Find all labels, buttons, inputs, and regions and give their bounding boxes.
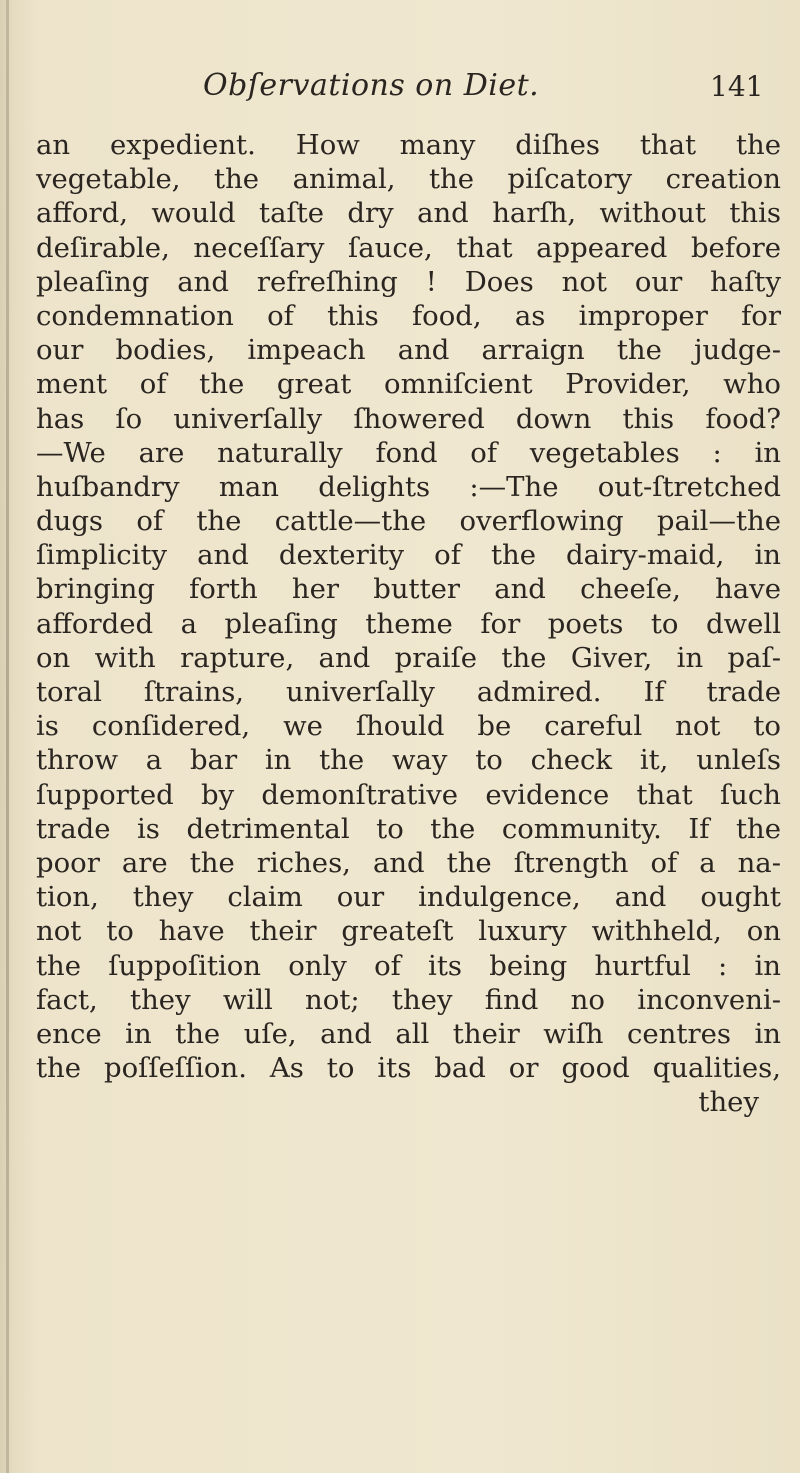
- text-line: the poſſeſſion. As to its bad or good qualities,: [36, 1052, 781, 1085]
- text-line: trade is detrimental to the community. If the: [36, 812, 781, 845]
- text-line: the ſuppoſition only of its being hurtful : in: [36, 949, 781, 982]
- text-line: not to have their greateſt luxury withheld, on: [36, 915, 781, 948]
- text-line: ence in the uſe, and all their wiſh centres in: [36, 1017, 781, 1050]
- text-line: throw a bar in the way to check it, unleſs: [36, 744, 781, 777]
- page-number: 141: [710, 70, 764, 103]
- text-line: fact, they will not; they find no inconveni-: [36, 983, 781, 1016]
- text-line: afford, would taſte dry and harſh, without this: [36, 197, 781, 230]
- text-line: —We are naturally fond of vegetables : in: [36, 436, 781, 469]
- text-line: an expedient. How many diſhes that the: [36, 129, 781, 161]
- text-line: dugs of the cattle—the overflowing pail—the: [36, 505, 781, 538]
- text-line: tion, they claim our indulgence, and ought: [36, 881, 781, 914]
- text-line: afforded a pleaſing theme for poets to dwell: [36, 607, 781, 640]
- text-line: condemnation of this food, as improper for: [36, 299, 781, 332]
- body-text: [36, 128, 781, 1119]
- text-line: pleaſing and refreſhing ! Does not our haſty: [36, 265, 781, 298]
- text-line: poor are the riches, and the ſtrength of a na-: [36, 846, 781, 879]
- text-line: toral ſtrains, univerſally admired. If trade: [36, 676, 781, 708]
- text-line: deſirable, neceſſary ſauce, that appeared before: [36, 231, 781, 264]
- catchword: they: [698, 1086, 759, 1119]
- text-line: on with rapture, and praiſe the Giver, in paſ-: [36, 641, 781, 674]
- text-line: has ſo univerſally ſhowered down this food?: [36, 402, 781, 435]
- text-line: huſbandry man delights :—The out-ſtretched: [36, 470, 781, 503]
- text-line: vegetable, the animal, the piſcatory creation: [36, 163, 781, 196]
- text-line: bringing forth her butter and cheeſe, have: [36, 573, 781, 606]
- text-line: ment of the great omniſcient Provider, who: [36, 368, 781, 401]
- text-line: ſimplicity and dexterity of the dairy-maid, in: [36, 539, 781, 572]
- text-line: is conſidered, we ſhould be careful not to: [36, 710, 781, 743]
- binding-gutter: [6, 0, 9, 1473]
- text-line: ſupported by demonſtrative evidence that ſuch: [36, 778, 781, 811]
- page-header: [0, 68, 800, 108]
- text-line: our bodies, impeach and arraign the judge-: [36, 334, 781, 367]
- running-head: Obſervations on Diet.: [203, 68, 540, 103]
